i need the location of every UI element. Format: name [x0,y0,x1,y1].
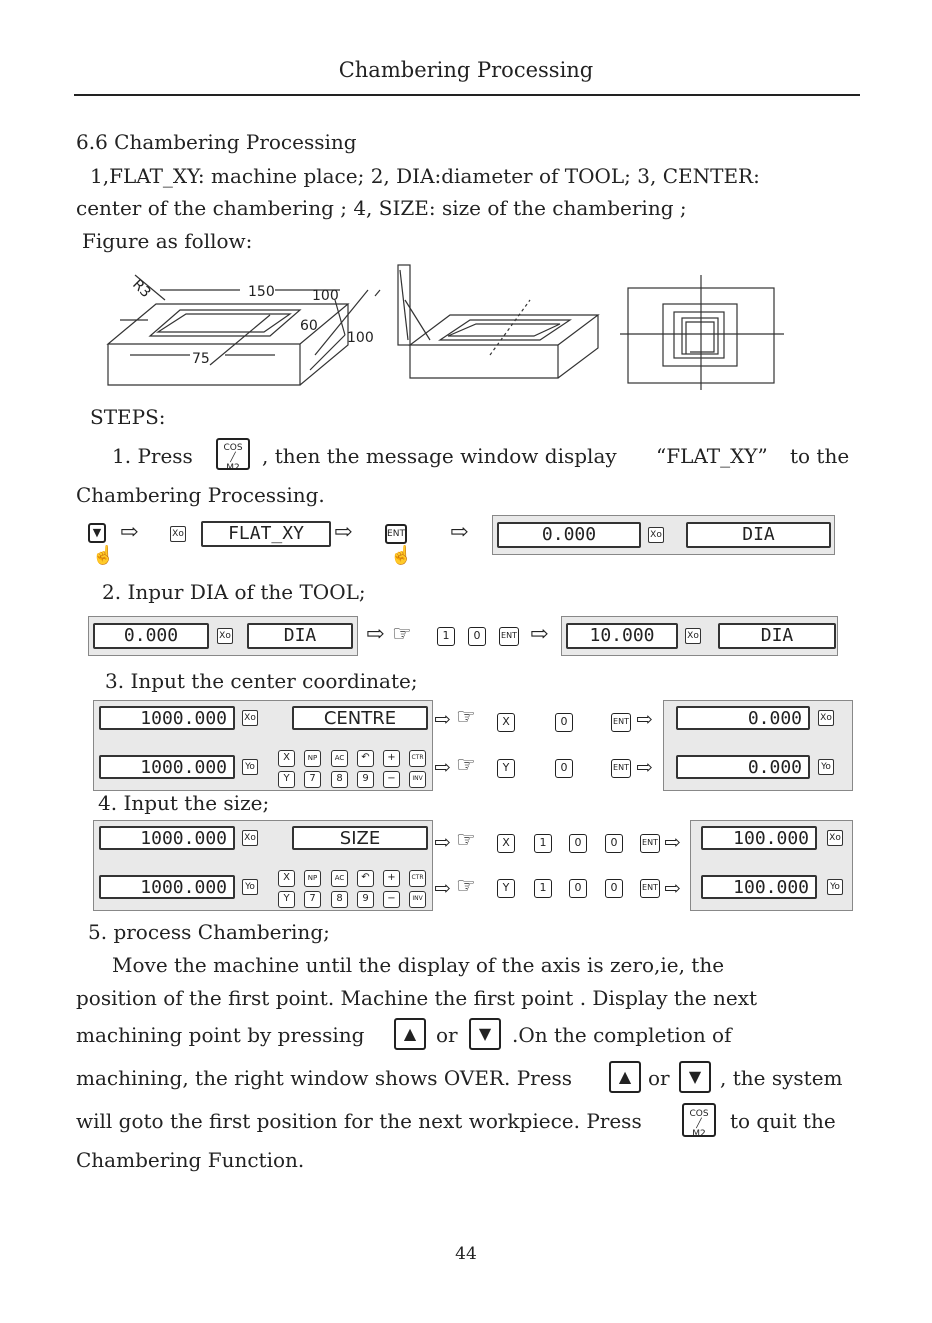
y-display: 1000.000 [99,875,235,899]
y-display: 1000.000 [99,755,235,779]
step5-p6: Chambering Function. [76,1148,305,1172]
up-key-icon: ▲ [394,1018,426,1050]
key-1: 1 [437,627,455,646]
dim-75: 75 [192,351,210,367]
dia-display: DIA [718,623,836,649]
xo-tag: Xo [685,628,701,644]
key-y: Y [278,891,295,908]
key-minus: − [383,891,400,908]
pointing-hand-icon: ☞ [456,874,476,899]
key-y: Y [497,759,515,778]
step3-input-panel [93,700,433,791]
arrow-right-icon: ⇨ [636,755,653,779]
arrow-right-icon: ⇨ [530,622,549,647]
intro-line-3: Figure as follow: [82,229,253,253]
step1-press: 1. Press [112,444,193,468]
key-0: 0 [605,834,623,853]
key-plus: + [383,750,400,767]
key-undo: ↶ [357,870,374,887]
step5-p4c: , the system [720,1066,843,1090]
section-title: 6.6 Chambering Processing [76,130,357,154]
key-ctr: CTR [409,870,426,887]
step2-before-panel [88,616,358,656]
key-0: 0 [555,713,573,732]
dim-r3: R3 [129,276,154,302]
step1-after: , then the message window display [262,444,617,468]
y-result-display: 100.000 [701,875,817,899]
key-ac: AC [331,750,348,767]
result-panel [492,515,835,555]
step3-text: 3. Input the center coordinate; [105,669,418,693]
hand-icon: ☝ [92,545,115,566]
step5-text: 5. process Chambering; [88,920,330,944]
value-display: 0.000 [497,522,641,548]
running-header: Chambering Processing [338,58,594,82]
intro-line-2: center of the chambering ; 4, SIZE: size of the chambering ; [76,196,687,220]
arrow-right-icon: ⇨ [434,707,451,731]
header-rule [74,94,860,96]
key-np: NP [304,870,321,887]
arrow-right-icon: ⇨ [434,876,451,900]
dia-display: DIA [686,522,831,548]
step1-quoted: “FLAT_XY” [656,444,768,468]
down-key-icon: ▼ [88,523,106,543]
key-minus: − [383,771,400,788]
arrow-right-icon: ⇨ [636,707,653,731]
step4-text: 4. Input the size; [98,791,270,815]
intro-line-1: 1,FLAT_XY: machine place; 2, DIA:diameter of TOOL; 3, CENTER: [90,164,760,188]
flat-xy-display: FLAT_XY [201,521,331,547]
xo-tag: Xo [648,527,664,543]
size-display: SIZE [292,826,428,850]
key-x: X [278,750,295,767]
arrow-right-icon: ⇨ [434,755,451,779]
key-y: Y [278,771,295,788]
key-ent: ENT [499,627,519,646]
key-0: 0 [468,627,486,646]
key-ent: ENT [611,759,631,778]
dim-150: 150 [248,284,275,300]
chambering-figure [100,260,800,395]
steps-label: STEPS: [90,405,166,429]
dia-display: DIA [247,623,353,649]
pointing-hand-icon: ☞ [456,753,476,778]
key-ac: AC [331,870,348,887]
key-x: X [497,834,515,853]
step5-or: or [436,1023,458,1047]
key-ent: ENT [611,713,631,732]
key-y: Y [497,879,515,898]
x-display: 1000.000 [99,706,235,730]
yo-tag: Yo [242,759,258,775]
key-7: 7 [304,771,321,788]
step5-p4a: machining, the right window shows OVER. Press [76,1066,573,1090]
key-x: X [278,870,295,887]
value-display: 0.000 [93,623,209,649]
down-key-icon: ▼ [679,1061,711,1093]
dim-100-top: 100 [312,288,339,304]
up-key-icon: ▲ [609,1061,641,1093]
step4-input-panel [93,820,433,911]
key-plus: + [383,870,400,887]
key-0: 0 [569,834,587,853]
xo-tag: Xo [242,710,258,726]
dim-60: 60 [300,318,318,334]
centre-display: CENTRE [292,706,428,730]
key-8: 8 [331,771,348,788]
key-inv: INV [409,771,426,788]
key-9: 9 [357,891,374,908]
arrow-right-icon: ⇨ [664,830,681,854]
key-1: 1 [534,879,552,898]
xo-tag: Xo [170,526,186,542]
key-ctr: CTR [409,750,426,767]
step5-p1: Move the machine until the display of the axis is zero,ie, the [112,953,725,977]
arrow-right-icon: ⇨ [434,830,451,854]
key-9: 9 [357,771,374,788]
step3-result-panel [663,700,853,791]
step2-after-panel [561,616,838,656]
step5-p5b: to quit the [730,1109,836,1133]
pointing-hand-icon: ☞ [456,828,476,853]
x-result-display: 100.000 [701,826,817,850]
pointing-hand-icon: ☞ [456,705,476,730]
arrow-right-icon: ⇨ [366,622,385,647]
xo-tag: Xo [217,628,233,644]
ent-key: ENT [385,524,407,544]
yo-tag: Yo [827,879,843,895]
key-inv: INV [409,891,426,908]
key-8: 8 [331,891,348,908]
step1-line2: Chambering Processing. [76,483,325,507]
cos-key-icon: COS ╱ M2 [216,438,250,470]
step4-result-panel [690,820,853,911]
down-key-icon: ▼ [469,1018,501,1050]
key-1: 1 [534,834,552,853]
key-7: 7 [304,891,321,908]
key-undo: ↶ [357,750,374,767]
step5-p5a: will goto the first position for the next workpiece. Press [76,1109,642,1133]
step1-tail: to the [790,444,850,468]
step2-text: 2. Inpur DIA of the TOOL; [102,580,366,604]
key-ent: ENT [640,834,660,853]
page-number: 44 [455,1244,477,1264]
arrow-right-icon: ⇨ [334,520,353,545]
step5-or: or [648,1066,670,1090]
yo-tag: Yo [242,879,258,895]
key-0: 0 [605,879,623,898]
xo-tag: Xo [827,830,843,846]
step5-p3a: machining point by pressing [76,1023,365,1047]
xo-tag: Xo [818,710,834,726]
hand-icon: ☝ [390,545,413,566]
arrow-right-icon: ⇨ [450,520,469,545]
y-result-display: 0.000 [676,755,810,779]
arrow-right-icon: ⇨ [664,876,681,900]
step5-p2: position of the first point. Machine the first point . Display the next [76,986,758,1010]
arrow-right-icon: ⇨ [120,520,139,545]
x-display: 1000.000 [99,826,235,850]
key-0: 0 [569,879,587,898]
key-ent: ENT [640,879,660,898]
cos-key-icon: COS ╱ M2 [682,1103,716,1137]
x-result-display: 0.000 [676,706,810,730]
pointing-hand-icon: ☞ [392,622,412,647]
dim-100-side: 100 [347,330,374,346]
key-0: 0 [555,759,573,778]
key-x: X [497,713,515,732]
step5-p3c: .On the completion of [512,1023,732,1047]
value-display: 10.000 [566,623,678,649]
key-np: NP [304,750,321,767]
xo-tag: Xo [242,830,258,846]
yo-tag: Yo [818,759,834,775]
